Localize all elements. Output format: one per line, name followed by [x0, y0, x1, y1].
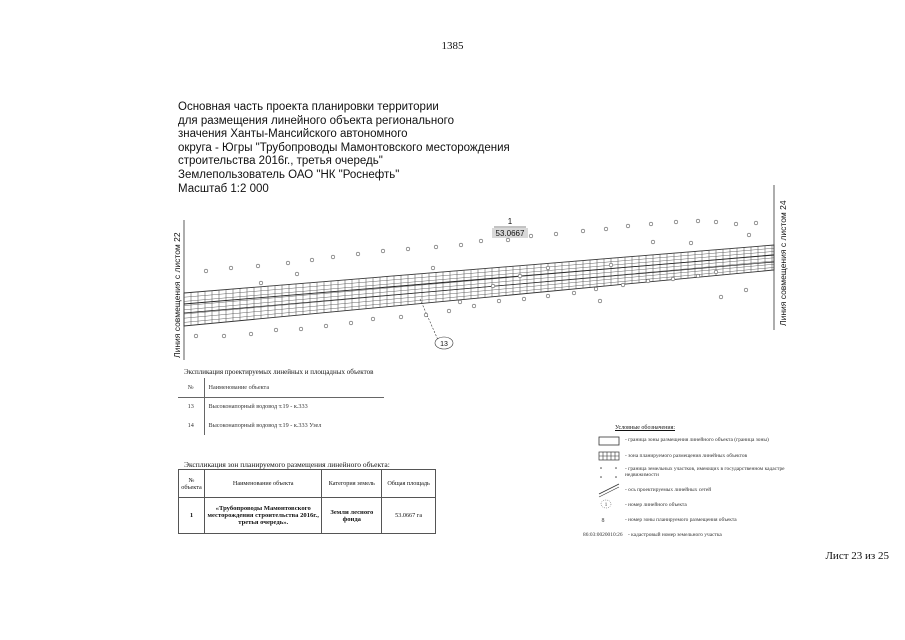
- survey-point: [696, 274, 700, 278]
- survey-point: [572, 291, 576, 295]
- parcel-boundary-symbol: [600, 467, 617, 478]
- survey-point: [744, 288, 748, 292]
- survey-point: [714, 270, 718, 274]
- right-match-label: Линия совмещения с листом 24: [778, 200, 788, 326]
- survey-point: [518, 274, 522, 278]
- survey-point: [310, 258, 314, 262]
- title-line: для размещения линейного объекта регионального: [178, 114, 454, 127]
- table-row: [178, 397, 384, 416]
- survey-point: [522, 297, 526, 301]
- zones-table-title: Экспликация зон планируемого размещения линейного объекта:: [184, 460, 390, 469]
- survey-point: [459, 243, 463, 247]
- header-number: №: [178, 378, 204, 397]
- survey-point: [249, 332, 253, 336]
- survey-point: [331, 255, 335, 259]
- callout-leader: [420, 299, 438, 340]
- title-line: округа - Югры "Трубопроводы Мамонтовского месторождения: [178, 141, 510, 154]
- zone-hatch: [184, 230, 774, 340]
- survey-point: [674, 220, 678, 224]
- zone-number-label: 1: [507, 217, 513, 226]
- survey-point: [696, 219, 700, 223]
- survey-point: [256, 264, 260, 268]
- legend-item: - номер зоны планируемого размещения объекта: [625, 517, 737, 523]
- header-number: № объекта: [179, 470, 205, 498]
- survey-point: [621, 283, 625, 287]
- header-area: Общая площадь: [382, 470, 436, 498]
- survey-point: [431, 266, 435, 270]
- row-area: 53.0667 га: [382, 498, 436, 534]
- table-row: [179, 498, 436, 534]
- zone-boundary-symbol: [599, 437, 619, 445]
- zone-boundary: [184, 245, 774, 326]
- title-line: значения Ханты-Мансийского автономного: [178, 128, 408, 141]
- legend-symbols: [599, 437, 619, 524]
- survey-point: [734, 222, 738, 226]
- survey-point: [406, 247, 410, 251]
- row-name: Высоконапорный водовод т.19 - к.333 Узел: [204, 416, 384, 435]
- header-name: Наименование объекта: [204, 378, 384, 397]
- survey-point: [447, 309, 451, 313]
- survey-point: [747, 233, 751, 237]
- survey-points: [194, 219, 758, 338]
- objects-table: [178, 378, 384, 435]
- pipeline-axis: [184, 262, 774, 313]
- table-header-row: [179, 470, 436, 498]
- title-line: Основная часть проекта планировки территории: [178, 101, 439, 113]
- survey-point: [604, 227, 608, 231]
- survey-point: [229, 266, 233, 270]
- survey-point: [259, 281, 263, 285]
- survey-point: [626, 224, 630, 228]
- legend-item: - номер линейного объекта: [625, 502, 687, 508]
- object-number-label: 13: [440, 341, 448, 348]
- survey-point: [609, 263, 613, 267]
- row-name: «Трубопроводы Мамонтовского месторождения строительства 2016г., третья очередь».: [204, 498, 321, 534]
- objects-table-title: Экспликация проектируемых линейных и площадных объектов: [184, 368, 374, 376]
- zone-hatch-symbol: [599, 452, 619, 460]
- survey-point: [194, 334, 198, 338]
- survey-point: [286, 261, 290, 265]
- left-match-label: Линия совмещения с листом 22: [172, 232, 182, 358]
- row-name: Высоконапорный водовод т.19 - к.333: [204, 397, 384, 416]
- survey-point: [274, 328, 278, 332]
- legend-title: Условные обозначения:: [615, 425, 676, 431]
- survey-point: [349, 321, 353, 325]
- survey-point: [324, 324, 328, 328]
- zones-table: [178, 469, 436, 534]
- zone-area-label: 53.0667: [495, 229, 525, 238]
- title-line: Землепользователь ОАО "НК "Роснефть": [178, 168, 400, 181]
- legend-item: - ось проектируемых линейных сетей: [625, 487, 712, 493]
- survey-point: [581, 229, 585, 233]
- table-header-row: [178, 378, 384, 397]
- row-category: Земли лесного фонда: [322, 498, 382, 534]
- survey-point: [295, 272, 299, 276]
- sheet-number: Лист 23 из 25: [825, 550, 889, 562]
- header-category: Категория земель: [322, 470, 382, 498]
- survey-point: [356, 252, 360, 256]
- scale-line: Масштаб 1:2 000: [178, 182, 269, 195]
- survey-point: [649, 222, 653, 226]
- survey-point: [424, 313, 428, 317]
- survey-point: [546, 294, 550, 298]
- table-row: [178, 416, 384, 435]
- row-number: 13: [187, 403, 194, 411]
- survey-point: [714, 220, 718, 224]
- page-number: 1385: [441, 40, 464, 52]
- legend-cadastral-sample: 86:03:0020010:26: [583, 532, 623, 538]
- survey-point: [671, 277, 675, 281]
- survey-point: [646, 279, 650, 283]
- survey-point: [651, 240, 655, 244]
- survey-point: [491, 284, 495, 288]
- survey-point: [299, 327, 303, 331]
- legend-item: - зона планируемого размещения линейных объектов: [625, 453, 748, 459]
- survey-point: [204, 269, 208, 273]
- legend-item: - кадастровый номер земельного участка: [628, 532, 722, 538]
- survey-point: [506, 238, 510, 242]
- svg-text:1: 1: [604, 503, 608, 508]
- survey-point: [371, 317, 375, 321]
- row-number: 14: [187, 422, 194, 429]
- pipeline-axis: [184, 255, 774, 304]
- survey-point: [434, 245, 438, 249]
- zone-number-symbol: 8: [601, 518, 605, 524]
- survey-point: [497, 299, 501, 303]
- survey-point: [529, 234, 533, 238]
- survey-point: [458, 300, 462, 304]
- header-name: Наименование объекта: [204, 470, 321, 498]
- survey-point: [554, 232, 558, 236]
- survey-point: [754, 221, 758, 225]
- row-number: 1: [179, 498, 205, 534]
- pipeline-axis-symbol: [599, 484, 619, 497]
- survey-point: [594, 287, 598, 291]
- survey-point: [399, 315, 403, 319]
- survey-point: [472, 304, 476, 308]
- survey-point: [479, 239, 483, 243]
- legend-item: - граница зоны размещения линейного объекта (граница зоны): [625, 437, 769, 443]
- survey-point: [719, 295, 723, 299]
- legend-item: - граница земельных участков, имеющих в государственном кадастре недвижимости: [625, 466, 785, 478]
- survey-point: [546, 266, 550, 270]
- survey-point: [689, 241, 693, 245]
- survey-point: [222, 334, 226, 338]
- survey-point: [381, 249, 385, 253]
- title-line: строительства 2016г., третья очередь": [178, 155, 383, 168]
- survey-point: [598, 299, 602, 303]
